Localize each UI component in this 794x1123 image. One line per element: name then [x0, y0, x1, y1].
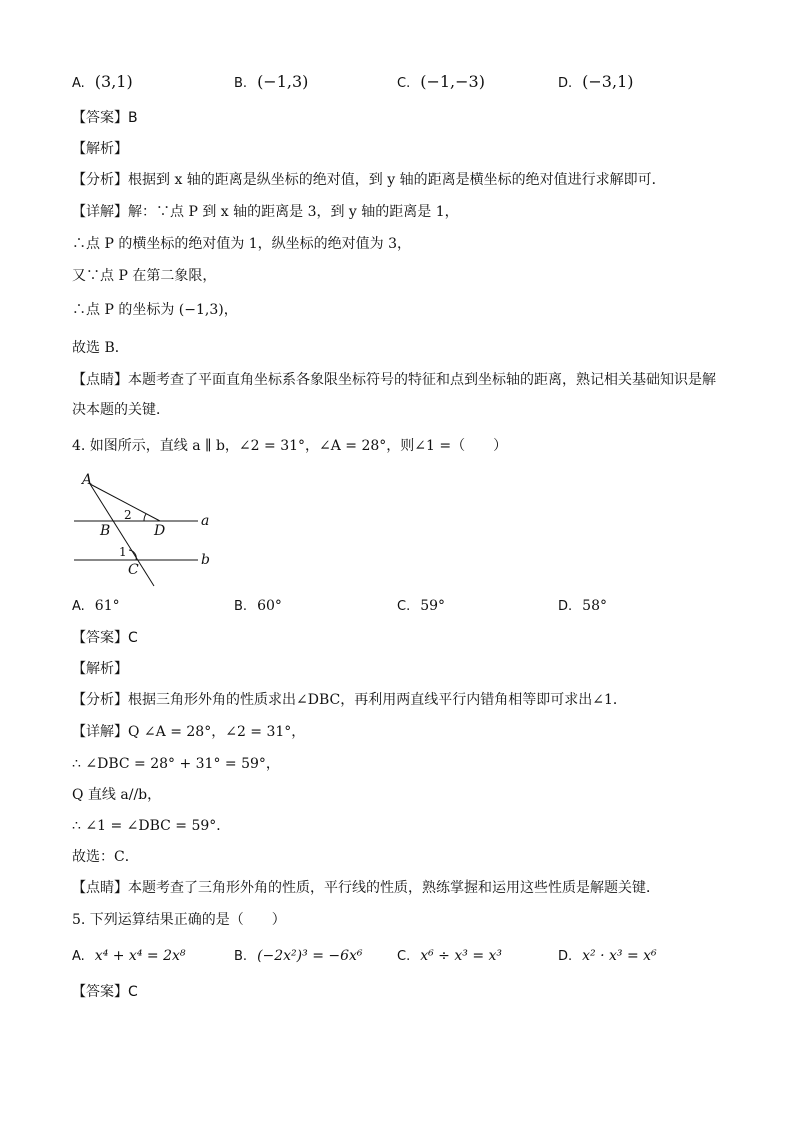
q4-xiangjie-2: ∴ ∠DBC = 28° + 31° = 59°，: [72, 756, 280, 772]
q4-xiangjie-1: 【详解】Q ∠A = 28°，∠2 = 31°，: [72, 724, 306, 740]
option-label: C.: [397, 76, 411, 91]
q3-option-a: [72, 70, 133, 96]
label-line-b: b: [201, 552, 210, 568]
label-line-a: a: [201, 513, 210, 529]
option-value: (−2x²)³ = −6x⁶: [257, 948, 363, 964]
option-value: (3,1): [94, 72, 133, 91]
q4-fenxi: 【分析】根据三角形外角的性质求出∠DBC，再利用两直线平行内错角相等即可求出∠1．: [72, 692, 627, 708]
label-point-c: C: [128, 562, 139, 578]
option-value: 58°: [582, 598, 607, 614]
option-value: x⁶ ÷ x³ = x³: [420, 948, 503, 964]
option-label: B.: [234, 76, 248, 91]
q3-xiangjie-1: 【详解】解：∵点 P 到 x 轴的距离是 3，到 y 轴的距离是 1，: [72, 204, 459, 220]
geometry-figure: [72, 470, 222, 588]
option-label: A.: [72, 949, 85, 964]
q5-options: [72, 944, 752, 968]
q5-answer: 【答案】C: [72, 984, 138, 1000]
q4-answer: 【答案】C: [72, 630, 138, 646]
option-label: A.: [72, 76, 85, 91]
option-value: x⁴ + x⁴ = 2x⁸: [94, 948, 186, 964]
angle-1-arc: [129, 550, 136, 560]
q5-option-a: [72, 944, 186, 969]
q3-conclusion: 故选 B．: [72, 340, 129, 356]
q5-option-c: [397, 944, 502, 969]
label-point-b: B: [100, 523, 111, 539]
q3-xiangjie-3: 又∵点 P 在第二象限，: [72, 268, 217, 284]
q3-option-b: [234, 70, 308, 96]
q3-xiangjie-2: ∴点 P 的横坐标的绝对值为 1，纵坐标的绝对值为 3，: [72, 236, 412, 252]
option-label: D.: [558, 76, 573, 91]
option-value: 60°: [257, 598, 282, 614]
angle-2-arc: [144, 514, 146, 521]
q4-analysis-heading: 【解析】: [72, 661, 128, 677]
option-label: B.: [234, 599, 248, 614]
q3-analysis-heading: 【解析】: [72, 141, 128, 157]
q3-dianjing-1: 【点睛】本题考查了平面直角坐标系各象限坐标符号的特征和点到坐标轴的距离，熟记相关基础知识是解: [72, 372, 716, 388]
option-label: D.: [558, 949, 573, 964]
label-point-d: D: [154, 523, 166, 539]
q5-option-b: [234, 944, 363, 969]
option-value: (−3,1): [582, 72, 634, 91]
option-value: (−1,−3): [420, 72, 485, 91]
option-label: D.: [558, 599, 573, 614]
q3-option-c: [397, 70, 485, 96]
label-point-a: A: [82, 472, 93, 488]
q4-dianjing: 【点睛】本题考查了三角形外角的性质，平行线的性质，熟练掌握和运用这些性质是解题关键．: [72, 880, 660, 896]
option-value: x² · x³ = x⁶: [582, 948, 657, 964]
q4-xiangjie-4: ∴ ∠1 = ∠DBC = 59°．: [72, 818, 231, 834]
q3-fenxi: 【分析】根据到 x 轴的距离是纵坐标的绝对值，到 y 轴的距离是横坐标的绝对值进行求解即可．: [72, 172, 666, 188]
q3-options: [72, 70, 752, 94]
option-value: 61°: [94, 598, 120, 614]
option-value: (−1,3): [257, 72, 309, 91]
q3-xiangjie-4: ∴点 P 的坐标为 (−1,3)，: [72, 302, 238, 318]
q4-option-b: [234, 594, 282, 619]
label-angle-1: 1: [119, 545, 127, 559]
q5-option-d: [558, 944, 657, 969]
q4-option-a: [72, 594, 120, 619]
q5-question: 5. 下列运算结果正确的是（ ）: [72, 912, 286, 928]
q4-question: 4. 如图所示，直线 a ∥ b，∠2 = 31°，∠A = 28°，则∠1 =（ ）: [72, 438, 508, 454]
q4-option-c: [397, 594, 445, 619]
q3-dianjing-2: 决本题的关键．: [72, 402, 170, 418]
option-label: C.: [397, 949, 411, 964]
option-label: B.: [234, 949, 248, 964]
label-angle-2: 2: [124, 508, 132, 522]
q3-option-d: [558, 70, 634, 96]
q4-xiangjie-3: Q 直线 a//b，: [72, 787, 162, 803]
q4-conclusion: 故选：C．: [72, 849, 139, 865]
q4-option-d: [558, 594, 607, 619]
q4-options: [72, 594, 752, 618]
option-value: 59°: [420, 598, 446, 614]
option-label: C.: [397, 599, 411, 614]
option-label: A.: [72, 599, 85, 614]
q3-answer: 【答案】B: [72, 110, 138, 126]
